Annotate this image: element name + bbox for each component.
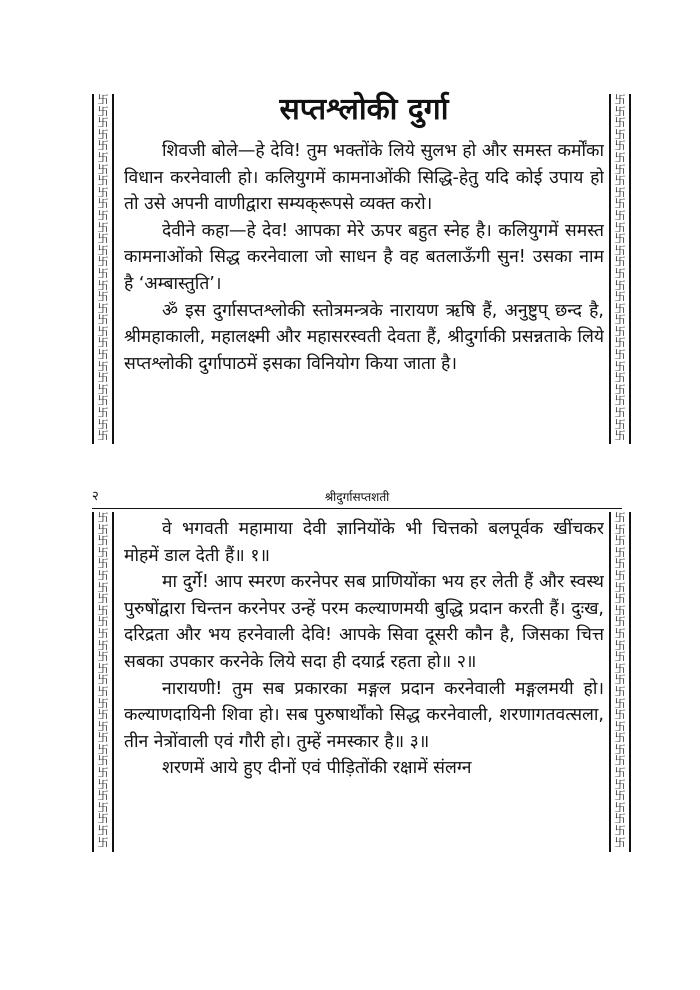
border-glyph-icon: 卐	[97, 696, 109, 710]
ornamental-border-left	[92, 512, 114, 852]
page-bottom	[0, 486, 700, 866]
border-glyph-icon: 卐	[97, 708, 109, 722]
border-glyph-icon: 卐	[97, 313, 109, 327]
running-header	[92, 486, 622, 509]
border-glyph-icon: 卐	[614, 719, 626, 733]
border-glyph-icon: 卐	[614, 708, 626, 722]
page-title: सप्तश्लोकी दुर्गा	[279, 92, 449, 127]
ornamental-border-right	[609, 94, 631, 444]
border-glyph-icon: 卐	[97, 557, 109, 571]
border-glyph-icon: 卐	[614, 359, 626, 373]
border-glyph-icon: 卐	[97, 766, 109, 780]
border-glyph-icon: 卐	[97, 568, 109, 582]
paragraph: नारायणी! तुम सब प्रकारका मङ्गल प्रदान करनेवाली मङ्गलमयी हो। कल्याणदायिनी शिवा हो। सब पुरुषार्थोंको सिद्ध करनेवाली, शरणागतवत्सला, तीन नेत्रोंवाली एवं गौरी हो। तुम्हें नमस्कार है॥ ३॥	[124, 678, 604, 752]
border-glyph-icon: 卐	[614, 766, 626, 780]
border-glyph-icon: 卐	[97, 522, 109, 536]
border-glyph-icon: 卐	[614, 684, 626, 698]
border-glyph-icon: 卐	[614, 406, 626, 420]
page-number: २	[92, 489, 99, 504]
border-glyph-icon: 卐	[614, 139, 626, 153]
border-glyph-icon: 卐	[614, 592, 626, 606]
border-glyph-icon: 卐	[97, 592, 109, 606]
border-glyph-icon: 卐	[97, 406, 109, 420]
border-glyph-icon: 卐	[97, 429, 109, 443]
border-glyph-icon: 卐	[97, 150, 109, 164]
border-glyph-icon: 卐	[614, 429, 626, 443]
border-glyph-icon: 卐	[97, 185, 109, 199]
border-glyph-icon: 卐	[614, 661, 626, 675]
border-glyph-icon: 卐	[97, 684, 109, 698]
border-glyph-icon: 卐	[97, 220, 109, 234]
border-glyph-icon: 卐	[97, 800, 109, 814]
border-glyph-icon: 卐	[614, 232, 626, 246]
paragraph: वे भगवती महामाया देवी ज्ञानियोंके भी चित्तको बलपूर्वक खींचकर मोहमें डाल देती हैं॥ १॥	[124, 519, 604, 566]
border-glyph-icon: 卐	[614, 162, 626, 176]
border-glyph-icon: 卐	[97, 266, 109, 280]
border-glyph-icon: 卐	[97, 232, 109, 246]
border-glyph-icon: 卐	[97, 116, 109, 130]
ornamental-border-right	[609, 512, 631, 852]
border-glyph-icon: 卐	[614, 104, 626, 118]
border-glyph-icon: 卐	[614, 650, 626, 664]
border-glyph-icon: 卐	[614, 336, 626, 350]
border-glyph-icon: 卐	[614, 324, 626, 338]
paragraph: शिवजी बोले—हे देवि! तुम भक्तोंके लिये सुलभ हो और समस्त कर्मोंका विधान करनेवाली हो। कलियुगमें कामनाओंकी सिद्धि-हेतु यदि कोई उपाय हो तो उसे अपनी वाणीद्वारा सम्यक्‌रूपसे व्यक्त करो।	[124, 141, 604, 215]
border-glyph-icon: 卐	[614, 824, 626, 838]
border-glyph-icon: 卐	[614, 127, 626, 141]
border-glyph-icon: 卐	[614, 290, 626, 304]
border-glyph-icon: 卐	[614, 417, 626, 431]
border-glyph-icon: 卐	[614, 545, 626, 559]
border-glyph-icon: 卐	[614, 742, 626, 756]
border-glyph-icon: 卐	[614, 313, 626, 327]
border-glyph-icon: 卐	[97, 731, 109, 745]
border-glyph-icon: 卐	[614, 278, 626, 292]
border-glyph-icon: 卐	[97, 545, 109, 559]
border-glyph-icon: 卐	[97, 278, 109, 292]
border-glyph-icon: 卐	[97, 348, 109, 362]
border-glyph-icon: 卐	[97, 824, 109, 838]
paragraph: शरणमें आये हुए दीनों एवं पीड़ितोंकी रक्षामें संलग्न	[162, 758, 472, 779]
border-glyph-icon: 卐	[614, 638, 626, 652]
border-glyph-icon: 卐	[614, 603, 626, 617]
paragraph: देवीने कहा—हे देव! आपका मेरे ऊपर बहुत स्नेह है। कलियुगमें समस्त कामनाओंको सिद्ध करनेवाला जो साधन है वह बतलाऊँगी सुन! उसका नाम है ‘अम्बास्तुति’।	[124, 220, 604, 294]
border-glyph-icon: 卐	[614, 534, 626, 548]
border-glyph-icon: 卐	[614, 382, 626, 396]
border-glyph-icon: 卐	[614, 615, 626, 629]
border-glyph-icon: 卐	[614, 243, 626, 257]
border-glyph-icon: 卐	[614, 116, 626, 130]
border-glyph-icon: 卐	[97, 290, 109, 304]
border-glyph-icon: 卐	[97, 512, 109, 524]
border-glyph-icon: 卐	[614, 522, 626, 536]
border-glyph-icon: 卐	[97, 835, 109, 849]
border-glyph-icon: 卐	[97, 174, 109, 188]
border-glyph-icon: 卐	[97, 255, 109, 269]
border-glyph-icon: 卐	[614, 512, 626, 524]
border-glyph-icon: 卐	[97, 382, 109, 396]
border-glyph-icon: 卐	[97, 127, 109, 141]
page-top	[0, 80, 700, 445]
border-glyph-icon: 卐	[97, 777, 109, 791]
border-glyph-icon: 卐	[614, 626, 626, 640]
paragraph: मा दुर्गे! आप स्मरण करनेपर सब प्राणियोंका भय हर लेती हैं और स्वस्थ पुरुषोंद्वारा चिन्तन करनेपर उन्हें परम कल्याणमयी बुद्धि प्रदान करती हैं। दुःख, दरिद्रता और भय हरनेवाली देवि! आपके सिवा दूसरी कौन है, जिसका चित्त सबका उपकार करनेके लिये सदा ही दयार्द्र रहता हो॥ २॥	[124, 572, 604, 672]
border-glyph-icon: 卐	[614, 174, 626, 188]
border-glyph-icon: 卐	[97, 301, 109, 315]
paragraph: ॐ इस दुर्गासप्तश्लोकी स्तोत्रमन्त्रके नारायण ऋषि हैं, अनुष्टुप् छन्द है, श्रीमहाकाली, महालक्ष्मी और महासरस्वती देवता हैं, श्रीदुर्गाकी प्रसन्नताके लिये सप्तश्लोकी दुर्गापाठमें इसका विनियोग किया जाता है।	[124, 300, 604, 374]
border-glyph-icon: 卐	[97, 139, 109, 153]
border-glyph-icon: 卐	[97, 104, 109, 118]
border-glyph-icon: 卐	[614, 348, 626, 362]
border-glyph-icon: 卐	[614, 208, 626, 222]
border-glyph-icon: 卐	[614, 673, 626, 687]
ornamental-border-left	[92, 94, 114, 444]
border-glyph-icon: 卐	[614, 266, 626, 280]
border-glyph-icon: 卐	[97, 534, 109, 548]
border-glyph-icon: 卐	[97, 197, 109, 211]
border-glyph-icon: 卐	[614, 220, 626, 234]
border-glyph-icon: 卐	[614, 150, 626, 164]
border-glyph-icon: 卐	[97, 742, 109, 756]
border-glyph-icon: 卐	[614, 197, 626, 211]
border-glyph-icon: 卐	[97, 638, 109, 652]
border-glyph-icon: 卐	[97, 94, 109, 106]
border-glyph-icon: 卐	[614, 94, 626, 106]
border-glyph-icon: 卐	[97, 789, 109, 803]
border-glyph-icon: 卐	[97, 580, 109, 594]
border-glyph-icon: 卐	[97, 719, 109, 733]
border-glyph-icon: 卐	[614, 371, 626, 385]
border-glyph-icon: 卐	[97, 661, 109, 675]
border-glyph-icon: 卐	[614, 789, 626, 803]
border-glyph-icon: 卐	[614, 255, 626, 269]
border-glyph-icon: 卐	[614, 301, 626, 315]
running-title: श्रीदुर्गासप्तशती	[324, 490, 390, 504]
border-glyph-icon: 卐	[614, 185, 626, 199]
border-glyph-icon: 卐	[97, 162, 109, 176]
border-glyph-icon: 卐	[97, 208, 109, 222]
border-glyph-icon: 卐	[97, 336, 109, 350]
border-glyph-icon: 卐	[97, 812, 109, 826]
border-glyph-icon: 卐	[97, 243, 109, 257]
border-glyph-icon: 卐	[97, 417, 109, 431]
border-glyph-icon: 卐	[614, 394, 626, 408]
border-glyph-icon: 卐	[614, 835, 626, 849]
border-glyph-icon: 卐	[97, 603, 109, 617]
border-glyph-icon: 卐	[97, 394, 109, 408]
border-glyph-icon: 卐	[97, 615, 109, 629]
border-glyph-icon: 卐	[614, 777, 626, 791]
border-glyph-icon: 卐	[97, 359, 109, 373]
border-glyph-icon: 卐	[97, 626, 109, 640]
border-glyph-icon: 卐	[614, 754, 626, 768]
border-glyph-icon: 卐	[614, 557, 626, 571]
border-glyph-icon: 卐	[97, 754, 109, 768]
body-text	[124, 516, 604, 856]
border-glyph-icon: 卐	[614, 580, 626, 594]
border-glyph-icon: 卐	[614, 800, 626, 814]
body-text	[124, 138, 604, 438]
border-glyph-icon: 卐	[97, 650, 109, 664]
border-glyph-icon: 卐	[614, 731, 626, 745]
border-glyph-icon: 卐	[97, 673, 109, 687]
border-glyph-icon: 卐	[614, 568, 626, 582]
border-glyph-icon: 卐	[97, 371, 109, 385]
border-glyph-icon: 卐	[614, 696, 626, 710]
border-glyph-icon: 卐	[97, 324, 109, 338]
border-glyph-icon: 卐	[614, 812, 626, 826]
